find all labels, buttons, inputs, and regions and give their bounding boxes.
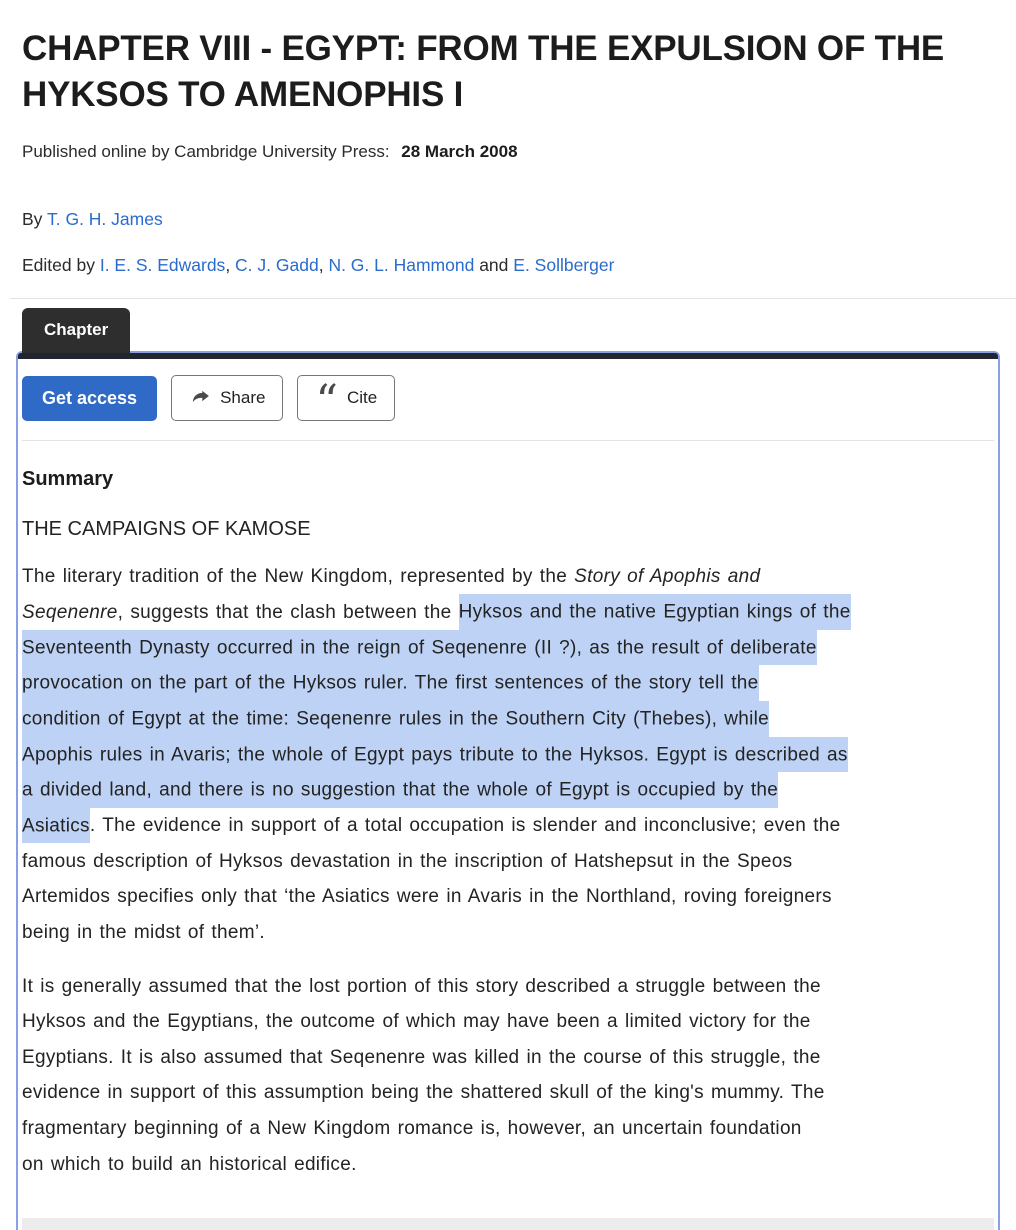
paragraph-line — [22, 1004, 994, 1040]
editor-link[interactable]: I. E. S. Edwards — [99, 255, 226, 275]
text-segment: The literary tradition of the New Kingdom, represented by the — [22, 566, 575, 587]
paragraph — [22, 559, 994, 951]
paragraph-line — [22, 1111, 994, 1147]
paragraph-line — [22, 915, 994, 951]
header-divider — [10, 298, 1016, 299]
text-segment: Story of Apophis and — [574, 566, 761, 587]
edited-by-label: Edited by — [22, 255, 95, 275]
text-segment: evidence in support of this assumption being the shattered skull of the king's mummy. The — [22, 1082, 825, 1104]
editor-link[interactable]: E. Sollberger — [513, 255, 615, 275]
text-segment: Hyksos and the Egyptians, the outcome of which may have been a limited victory for the — [22, 1011, 811, 1033]
text-segment: Artemidos specifies only that ‘the Asiatics were in Avaris in the Northland, roving foreigners — [22, 886, 832, 908]
selected-text: Asiatics — [22, 808, 90, 844]
selected-text: a divided land, and there is no suggestion that the whole of Egypt is occupied by the — [22, 772, 778, 808]
panel-top-bar — [18, 353, 998, 359]
text-segment: It is generally assumed that the lost portion of this story described a struggle between the — [22, 975, 821, 997]
selected-text: Seventeenth Dynasty occurred in the reign of Seqenenre (II ?), as the result of deliberate — [22, 630, 817, 666]
page — [0, 26, 1016, 1230]
editor-separator: , — [318, 255, 329, 275]
summary-heading: Summary — [22, 468, 114, 490]
text-segment: famous description of Hyksos devastation in the inscription of Hatshepsut in the Speos — [22, 850, 793, 872]
paragraph-line — [22, 559, 994, 595]
paragraph-line — [22, 879, 994, 915]
share-icon — [189, 387, 211, 409]
text-segment: fragmentary beginning of a New Kingdom romance is, however, an uncertain foundation — [22, 1117, 802, 1139]
selected-text: Hyksos and the native Egyptian kings of the — [459, 594, 851, 630]
text-segment: Seqenenre — [22, 601, 118, 623]
editor-separator: and — [474, 255, 514, 275]
byline — [22, 209, 1000, 230]
paragraph-line — [22, 701, 994, 737]
selected-text: Apophis rules in Avaris; the whole of Egypt pays tribute to the Hyksos. Egypt is described as — [22, 737, 848, 773]
selected-text: condition of Egypt at the time: Seqenenre rules in the Southern City (Thebes), while — [22, 701, 769, 737]
next-section-edge — [22, 1218, 994, 1230]
paragraph-line — [22, 1147, 994, 1183]
editors-list — [100, 255, 615, 275]
paragraph-line — [22, 1075, 994, 1111]
text-segment: Egyptians. It is also assumed that Seqenenre was killed in the course of this struggle, the — [22, 1046, 821, 1068]
author-link[interactable]: T. G. H. James — [46, 209, 163, 229]
paragraph-line — [22, 844, 994, 880]
section-subheading: THE CAMPAIGNS OF KAMOSE — [22, 518, 311, 540]
article-body — [22, 559, 994, 1182]
paragraph-line — [22, 666, 994, 702]
paragraph-line — [22, 737, 994, 773]
editor-separator: , — [225, 255, 236, 275]
share-button-label: Share — [220, 388, 266, 407]
chapter-panel — [16, 351, 1000, 1230]
page-title-line1: CHAPTER VIII - EGYPT: FROM THE EXPULSION OF THE — [22, 29, 945, 68]
published-line — [22, 142, 1000, 162]
edited-by-line — [22, 255, 1000, 276]
page-title-line2: HYKSOS TO AMENOPHIS I — [22, 75, 464, 114]
page-title — [22, 26, 982, 118]
paragraph-line — [22, 595, 994, 631]
paragraph-line — [22, 1040, 994, 1076]
text-segment: . The evidence in support of a total occupation is slender and inconclusive; even the — [89, 815, 841, 837]
cite-quote-icon: “ — [315, 376, 338, 427]
panel-body — [18, 375, 998, 1230]
paragraph — [22, 969, 994, 1183]
published-date: 28 March 2008 — [401, 142, 518, 161]
paragraph-line — [22, 630, 994, 666]
toolbar-divider — [22, 440, 994, 441]
selected-text: provocation on the part of the Hyksos ruler. The first sentences of the story tell the — [22, 665, 759, 701]
paragraph-line — [22, 773, 994, 809]
tab-chapter[interactable]: Chapter — [22, 308, 130, 353]
published-label: Published online by Cambridge University Press: — [22, 142, 390, 161]
text-segment: , suggests that the clash between the — [117, 601, 459, 623]
editor-link[interactable]: N. G. L. Hammond — [328, 255, 475, 275]
get-access-button[interactable]: Get access — [22, 376, 157, 421]
editor-link[interactable]: C. J. Gadd — [235, 255, 319, 275]
tab-strip — [22, 308, 1000, 351]
share-button[interactable] — [171, 375, 283, 421]
article-header — [22, 26, 1000, 276]
action-toolbar — [22, 375, 994, 427]
by-label: By — [22, 209, 43, 229]
paragraph-line — [22, 808, 994, 844]
text-segment: on which to build an historical edifice. — [22, 1153, 357, 1175]
paragraph-line — [22, 969, 994, 1005]
text-segment: being in the midst of them’. — [22, 921, 265, 943]
cite-button[interactable] — [297, 375, 395, 427]
cite-button-label: Cite — [346, 388, 378, 407]
